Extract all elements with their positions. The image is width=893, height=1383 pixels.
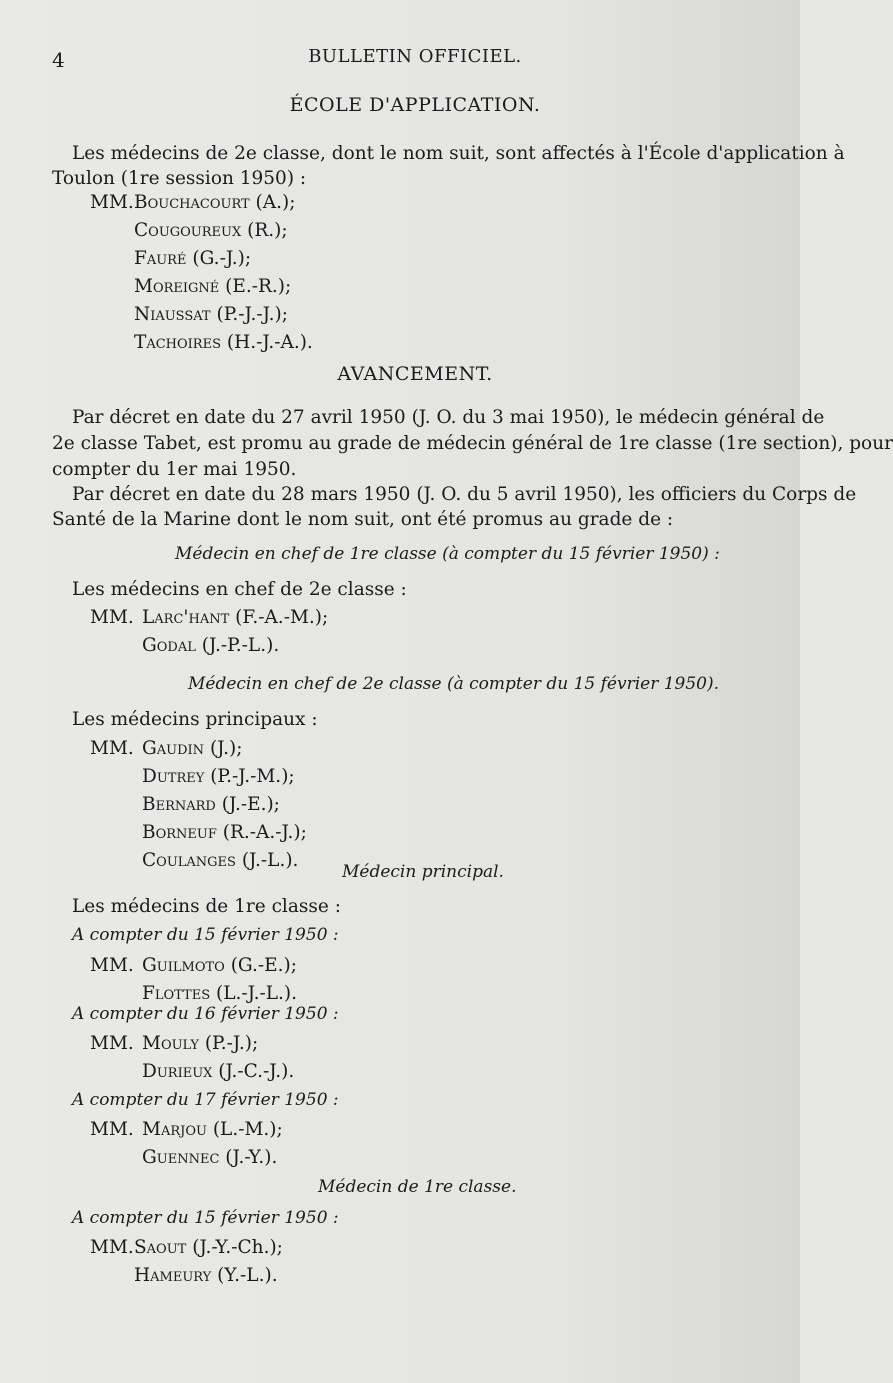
date-heading-15: A compter du 15 février 1950 : — [72, 925, 339, 945]
name-entry: Hameury (Y.-L.). — [134, 1265, 278, 1286]
section-title-avancement: AVANCEMENT. — [337, 363, 493, 385]
mm-label-5: MM. — [90, 1033, 134, 1054]
grade-intro-chef-2: Les médecins principaux : — [72, 709, 318, 730]
name-entry: Godal (J.-P.-L.). — [142, 635, 280, 656]
name-list-principal-17 — [142, 1116, 283, 1172]
grade-intro-chef-1: Les médecins en chef de 2e classe : — [72, 579, 407, 600]
mm-label-1: MM. — [90, 192, 134, 213]
intro-line-1: Les médecins de 2e classe, dont le nom suit, sont affectés à l'École d'application à — [72, 143, 845, 164]
mm-label-7: MM. — [90, 1237, 134, 1258]
page-number: 4 — [52, 48, 65, 72]
name-entry: Saout (J.-Y.-Ch.); — [134, 1237, 283, 1258]
name-list-chef-2 — [142, 735, 307, 875]
mm-label-2: MM. — [90, 607, 134, 628]
grade-heading-chef-1: Médecin en chef de 1re classe (à compter du 15 février 1950) : — [175, 544, 720, 564]
decree-1-line-2: 2e classe Tabet, est promu au grade de médecin général de 1re classe (1re section), pour — [52, 433, 893, 454]
name-list-chef-1 — [142, 604, 328, 660]
name-entry: Tachoires (H.-J.-A.). — [134, 332, 313, 353]
mm-label-6: MM. — [90, 1119, 134, 1140]
name-entry: Bouchacourt (A.); — [134, 192, 296, 213]
running-head: BULLETIN OFFICIEL. — [308, 46, 522, 67]
grade-heading-medecin-1: Médecin de 1re classe. — [318, 1177, 517, 1197]
date-heading-15-b: A compter du 15 février 1950 : — [72, 1208, 339, 1228]
grade-heading-principal: Médecin principal. — [342, 862, 504, 882]
section-title-ecole: ÉCOLE D'APPLICATION. — [289, 94, 541, 116]
grade-heading-chef-2: Médecin en chef de 2e classe (à compter du 15 février 1950). — [188, 674, 720, 694]
decree-1-line-3: compter du 1er mai 1950. — [52, 459, 297, 480]
decree-2-line-1: Par décret en date du 28 mars 1950 (J. O. du 5 avril 1950), les officiers du Corps de — [72, 484, 857, 505]
date-heading-16: A compter du 16 février 1950 : — [72, 1004, 339, 1024]
name-list-principal-16 — [142, 1030, 294, 1086]
name-entry: Niaussat (P.-J.-J.); — [134, 304, 288, 325]
grade-intro-principal: Les médecins de 1re classe : — [72, 896, 341, 917]
name-entry: Guilmoto (G.-E.); — [142, 955, 297, 976]
name-entry: Dutrey (P.-J.-M.); — [142, 766, 295, 787]
name-list-principal-15 — [142, 952, 297, 1008]
decree-1-line-1: Par décret en date du 27 avril 1950 (J. O. du 3 mai 1950), le médecin général de — [72, 407, 825, 428]
mm-label-4: MM. — [90, 955, 134, 976]
name-list-ecole — [134, 189, 313, 357]
name-entry: Fauré (G.-J.); — [134, 248, 252, 269]
name-entry: Guennec (J.-Y.). — [142, 1147, 278, 1168]
name-entry: Durieux (J.-C.-J.). — [142, 1061, 295, 1082]
name-entry: Borneuf (R.-A.-J.); — [142, 822, 307, 843]
name-entry: Cougoureux (R.); — [134, 220, 288, 241]
name-entry: Larc'hant (F.-A.-M.); — [142, 607, 329, 628]
name-entry: Mouly (P.-J.); — [142, 1033, 259, 1054]
name-entry: Flottes (L.-J.-L.). — [142, 983, 297, 1004]
mm-label-3: MM. — [90, 738, 134, 759]
name-entry: Marjou (L.-M.); — [142, 1119, 283, 1140]
name-list-medecin-1 — [134, 1234, 283, 1290]
name-entry: Bernard (J.-E.); — [142, 794, 280, 815]
decree-2-line-2: Santé de la Marine dont le nom suit, ont été promus au grade de : — [52, 509, 674, 530]
name-entry: Coulanges (J.-L.). — [142, 850, 299, 871]
name-entry: Moreigné (E.-R.); — [134, 276, 292, 297]
date-heading-17: A compter du 17 février 1950 : — [72, 1090, 339, 1110]
name-entry: Gaudin (J.); — [142, 738, 243, 759]
intro-line-2: Toulon (1re session 1950) : — [52, 168, 307, 189]
